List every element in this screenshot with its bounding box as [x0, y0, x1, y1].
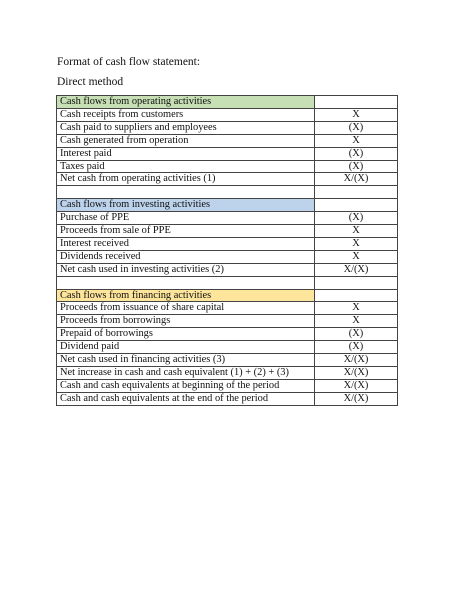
table-row	[57, 250, 398, 263]
line-item-amount: (X)	[315, 328, 398, 341]
line-item-amount: X/(X)	[315, 367, 398, 380]
line-item-label: Prepaid of borrowings	[57, 328, 315, 341]
table-row	[57, 263, 398, 276]
line-item-label: Cash paid to suppliers and employees	[57, 121, 315, 134]
spacer-row	[57, 276, 398, 289]
line-item-label: Interest received	[57, 237, 315, 250]
table-row	[57, 328, 398, 341]
cash-flow-table	[56, 95, 398, 406]
line-item-label: Proceeds from issuance of share capital	[57, 302, 315, 315]
table-row	[57, 173, 398, 186]
section-title: Cash flows from operating activities	[57, 96, 315, 109]
line-item-label: Proceeds from borrowings	[57, 315, 315, 328]
line-item-label: Interest paid	[57, 147, 315, 160]
table-row	[57, 108, 398, 121]
line-item-amount: (X)	[315, 341, 398, 354]
line-item-amount: (X)	[315, 121, 398, 134]
line-item-label: Cash generated from operation	[57, 134, 315, 147]
line-item-label: Taxes paid	[57, 160, 315, 173]
line-item-amount: X/(X)	[315, 379, 398, 392]
line-item-amount	[315, 96, 398, 109]
line-item-amount	[315, 186, 398, 199]
table-row	[57, 147, 398, 160]
line-item-amount: X	[315, 225, 398, 238]
table-row	[57, 341, 398, 354]
cash-flow-table-body	[57, 96, 398, 406]
line-item-label: Net cash from operating activities (1)	[57, 173, 315, 186]
line-item-amount: (X)	[315, 147, 398, 160]
section-title: Cash flows from financing activities	[57, 289, 315, 302]
line-item-label	[57, 186, 315, 199]
section-title: Cash flows from investing activities	[57, 199, 315, 212]
table-row	[57, 392, 398, 405]
line-item-amount: X	[315, 237, 398, 250]
line-item-amount	[315, 199, 398, 212]
line-item-amount: X	[315, 134, 398, 147]
table-row	[57, 225, 398, 238]
table-row	[57, 302, 398, 315]
line-item-amount: X/(X)	[315, 354, 398, 367]
line-item-amount: (X)	[315, 160, 398, 173]
table-row	[57, 379, 398, 392]
line-item-amount: X	[315, 302, 398, 315]
table-row	[57, 237, 398, 250]
method-label: Direct method	[57, 76, 124, 88]
line-item-amount: X/(X)	[315, 173, 398, 186]
line-item-label: Proceeds from sale of PPE	[57, 225, 315, 238]
table-row	[57, 134, 398, 147]
line-item-label	[57, 276, 315, 289]
line-item-label: Net increase in cash and cash equivalent (1) + (2) + (3)	[57, 367, 315, 380]
line-item-amount: X	[315, 315, 398, 328]
table-row	[57, 354, 398, 367]
section-header-operating	[57, 96, 398, 109]
table-row	[57, 315, 398, 328]
line-item-label: Cash and cash equivalents at the end of the period	[57, 392, 315, 405]
line-item-amount	[315, 276, 398, 289]
line-item-label: Net cash used in investing activities (2)	[57, 263, 315, 276]
line-item-label: Cash receipts from customers	[57, 108, 315, 121]
line-item-label: Dividend paid	[57, 341, 315, 354]
line-item-amount	[315, 289, 398, 302]
line-item-amount: X/(X)	[315, 263, 398, 276]
table-row	[57, 160, 398, 173]
section-header-investing	[57, 199, 398, 212]
table-row	[57, 212, 398, 225]
line-item-amount: (X)	[315, 212, 398, 225]
line-item-label: Dividends received	[57, 250, 315, 263]
line-item-label: Cash and cash equivalents at beginning of the period	[57, 379, 315, 392]
line-item-label: Net cash used in financing activities (3)	[57, 354, 315, 367]
line-item-amount: X	[315, 250, 398, 263]
line-item-amount: X	[315, 108, 398, 121]
page-title: Format of cash flow statement:	[57, 56, 201, 68]
section-header-financing	[57, 289, 398, 302]
line-item-amount: X/(X)	[315, 392, 398, 405]
table-row	[57, 367, 398, 380]
spacer-row	[57, 186, 398, 199]
table-row	[57, 121, 398, 134]
line-item-label: Purchase of PPE	[57, 212, 315, 225]
